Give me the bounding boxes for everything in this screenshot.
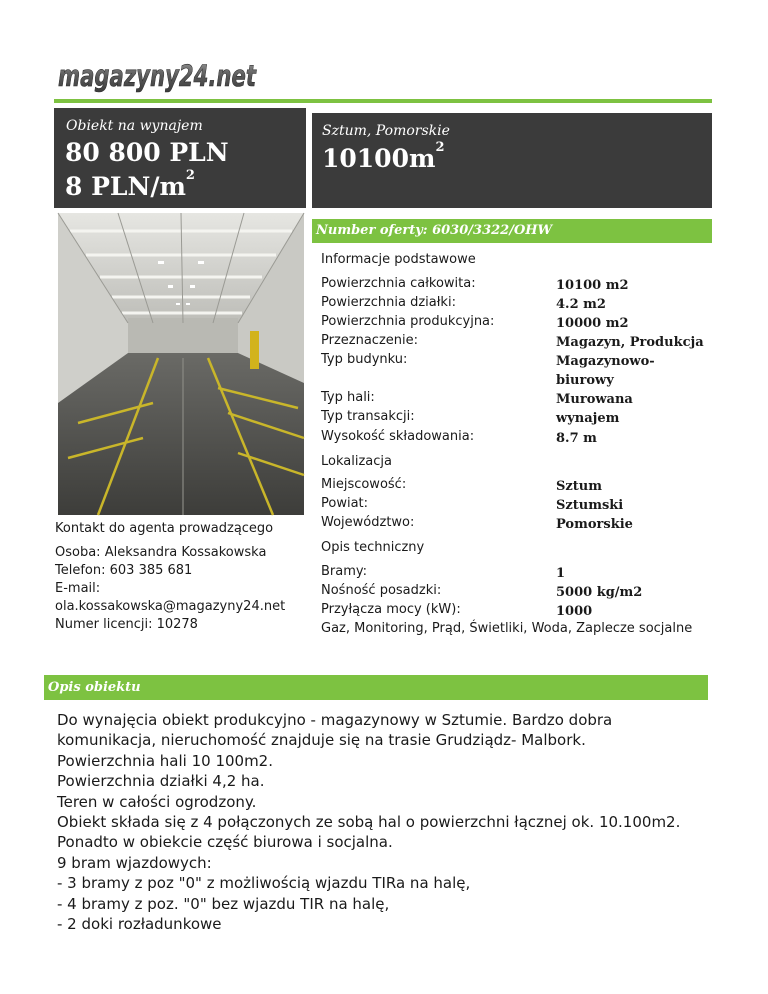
features-list: Gaz, Monitoring, Prąd, Świetliki, Woda, Zaplecze socjalne xyxy=(321,621,693,636)
logo-text: magazyny24.net xyxy=(58,59,257,93)
location-heading: Lokalizacja xyxy=(321,454,392,469)
description-line: Do wynajęcia obiekt produkcyjno - magazynowy w Sztumie. Bardzo dobra xyxy=(57,711,613,729)
agent-license: Numer licencji: 10278 xyxy=(55,617,198,632)
technical-heading: Opis techniczny xyxy=(321,540,425,555)
description-line: Powierzchnia działki 4,2 ha. xyxy=(57,772,265,791)
header-rule xyxy=(54,99,712,103)
description-line: 9 bram wjazdowych: xyxy=(57,853,212,872)
agent-name: Osoba: Aleksandra Kossakowska xyxy=(55,545,267,560)
description-line: komunikacja, nieruchomość znajduje się na trasie Grudziądz- Malbork. xyxy=(57,731,586,750)
description-line: Obiekt składa się z 4 połączonych ze sobą hal o powierzchni łącznej ok. 10.100m2. xyxy=(57,813,681,832)
basic-info-heading: Informacje podstawowe xyxy=(321,252,476,267)
site-logo[interactable] xyxy=(58,58,258,94)
area-value: $10100m^2$ xyxy=(322,140,445,173)
description-text xyxy=(57,710,717,934)
offer-number-bar: Number oferty: 6030/3322/OHW xyxy=(312,219,712,243)
description-line: - 3 bramy z poz "0" z możliwością wjazdu TIRa na halę, xyxy=(57,874,471,893)
description-line: - 2 doki rozładunkowe xyxy=(57,915,222,934)
description-line: Powierzchnia hali 10 100m2. xyxy=(57,751,273,770)
description-line: - 4 bramy z poz. "0" bez wjazdu TIR na halę, xyxy=(57,894,390,913)
warehouse-photo xyxy=(58,213,304,515)
agent-heading: Kontakt do agenta prowadzącego xyxy=(55,521,274,536)
description-line: Teren w całości ogrodzony. xyxy=(57,792,257,811)
total-price: 80 800 PLN xyxy=(65,138,229,167)
location-text: Sztum, Pomorskie xyxy=(322,123,450,139)
agent-email-label: E-mail: xyxy=(55,581,101,596)
price-box xyxy=(54,108,306,208)
agent-email[interactable]: ola.kossakowska@magazyny24.net xyxy=(55,599,286,614)
description-heading-bar: Opis obiektu xyxy=(44,675,708,700)
listing-type: Obiekt na wynajem xyxy=(66,118,203,134)
price-per-meter: 8 PLN/$m^2$ xyxy=(65,168,195,201)
agent-phone[interactable]: Telefon: 603 385 681 xyxy=(55,563,193,578)
location-box xyxy=(312,113,712,208)
description-line: Ponadto w obiekcie część biurowa i socjalna. xyxy=(57,833,393,852)
